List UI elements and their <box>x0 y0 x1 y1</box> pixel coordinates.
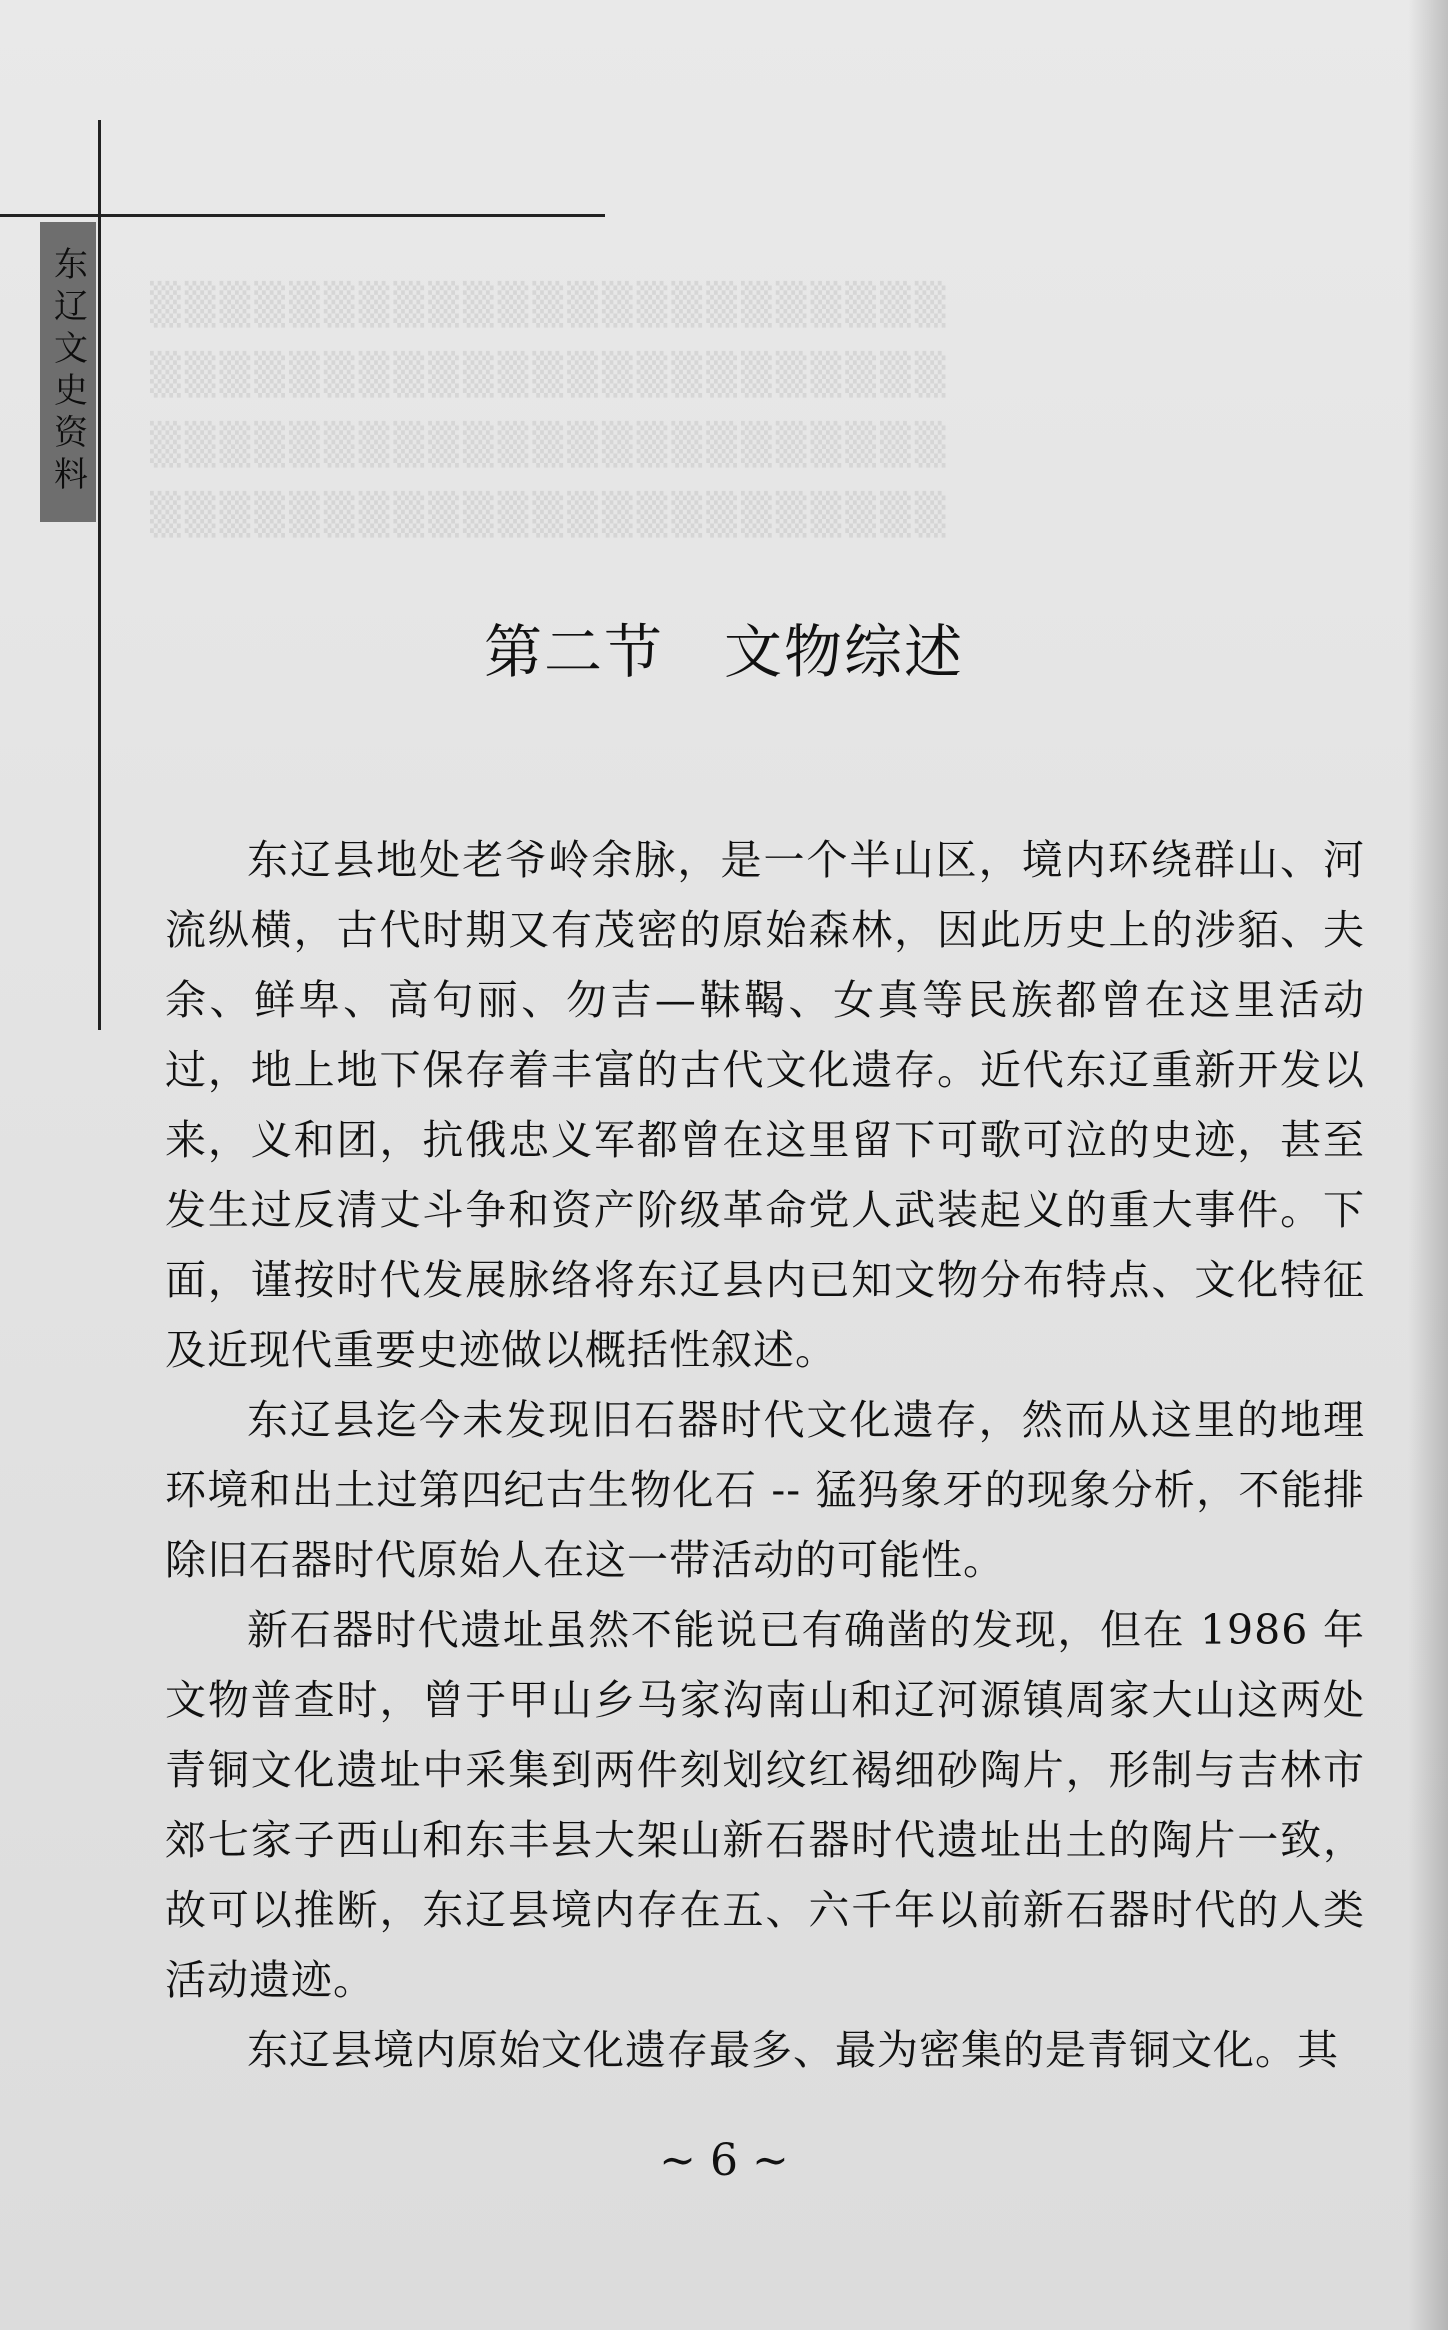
section-heading: 文物综述 <box>724 618 965 686</box>
section-number: 第二节 <box>483 618 664 686</box>
page-edge-shadow <box>1408 0 1448 2330</box>
paragraph: 东辽县地处老爷岭余脉，是一个半山区，境内环绕群山、河流纵横，古代时期又有茂密的原始森林，因此历史上的涉貊、夫余、鲜卑、高句丽、勿吉—靺鞨、女真等民族都曾在这里活动过，地上地下保存着丰富的古代文化遗存。近代东辽重新开发以来，义和团，抗俄忠义军都曾在这里留下可歌可泣的史迹，甚至发生过反清丈斗争和资产阶级革命党人武装起义的重大事件。下面，谨按时代发展脉络将东辽县内已知文物分布特点、文化特征及近现代重要史迹做以概括性叙述。 <box>165 836 1365 1374</box>
paragraph: 东辽县迄今未发现旧石器时代文化遗存，然而从这里的地理环境和出土过第四纪古生物化石 -- 猛犸象牙的现象分析，不能排除旧石器时代原始人在这一带活动的可能性。 <box>165 1396 1365 1584</box>
body-text <box>165 825 1365 2085</box>
margin-rule-vertical <box>98 120 101 1030</box>
margin-rule-horizontal <box>0 214 605 217</box>
bleed-through-texture: ▒▒▒▒▒▒▒▒▒▒▒▒▒▒▒▒▒▒▒▒▒▒▒ ▒▒▒▒▒▒▒▒▒▒▒▒▒▒▒▒▒▒▒▒▒▒▒ ▒▒▒▒▒▒▒▒▒▒▒▒▒▒▒▒▒▒▒▒▒▒▒ ▒▒▒▒▒▒▒▒▒▒▒▒▒▒▒▒▒▒▒▒▒▒▒ <box>150 282 950 538</box>
paragraph: 新石器时代遗址虽然不能说已有确凿的发现，但在 1986 年文物普查时，曾于甲山乡马家沟南山和辽河源镇周家大山这两处青铜文化遗址中采集到两件刻划纹红褐细砂陶片，形制与吉林市郊七家子西山和东丰县大架山新石器时代遗址出土的陶片一致，故可以推断，东辽县境内存在五、六千年以前新石器时代的人类活动遗迹。 <box>165 1606 1365 2004</box>
side-tab-label: 东辽文史资料 <box>40 222 96 522</box>
page-number: ~ 6 ~ <box>659 2135 789 2186</box>
section-title <box>0 605 1448 689</box>
paragraph: 东辽县境内原始文化遗存最多、最为密集的是青铜文化。其 <box>247 2026 1339 2074</box>
